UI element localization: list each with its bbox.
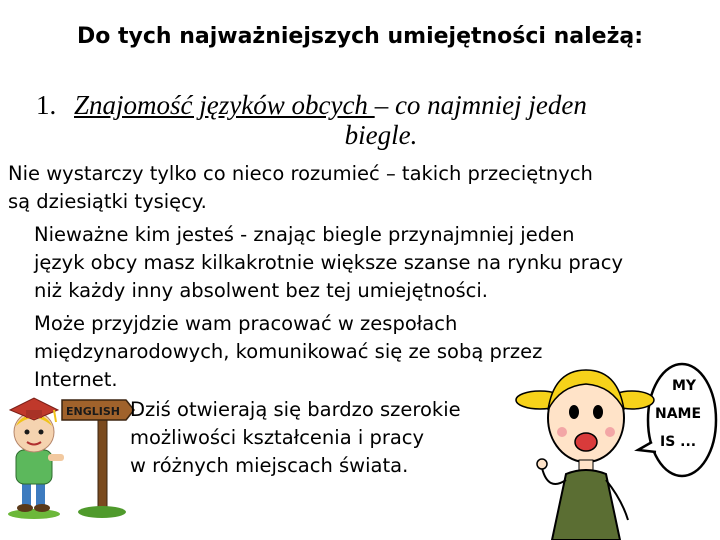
paragraph-3-line-2: międzynarodowych, komunikować się ze sobą przez	[34, 340, 543, 363]
paragraph-2-line-1: Nieważne kim jesteś - znając biegle przynajmniej jeden	[34, 223, 575, 246]
signpost-label: ENGLISH	[66, 405, 120, 418]
paragraph-3-line-1: Może przyjdzie wam pracować w zespołach	[34, 312, 458, 335]
paragraph-2-line-2: język obcy masz kilkakrotnie większe szanse na rynku pracy	[34, 251, 624, 274]
speech-bubble-line-1: MY	[672, 378, 697, 394]
heading-second-line: biegle.	[344, 120, 418, 150]
paragraph-4-line-2: możliwości kształcenia i pracy	[130, 426, 425, 449]
paragraph-1-line-2: są dziesiątki tysięcy.	[8, 190, 207, 213]
slide-title: Do tych najważniejszych umiejętności należą:	[76, 24, 644, 49]
girl-speech-illustration	[512, 350, 720, 540]
speech-bubble-line-3: IS ...	[660, 434, 697, 450]
heading-number: 1.	[36, 90, 57, 120]
heading-underlined-text: Znajomość języków obcych	[74, 90, 375, 120]
paragraph-3-line-3: Internet.	[34, 368, 118, 391]
paragraph-4	[130, 396, 461, 480]
paragraph-4-line-3: w różnych miejscach świata.	[130, 454, 409, 477]
paragraph-1-line-1: Nie wystarczy tylko co nieco rozumieć – takich przeciętnych	[8, 162, 593, 185]
paragraph-1	[8, 160, 593, 216]
paragraph-4-line-1: Dziś otwierają się bardzo szerokie	[130, 398, 461, 421]
heading-rest-text: – co najmniej jeden	[374, 90, 587, 120]
paragraph-2-line-3: niż każdy inny absolwent bez tej umiejętności.	[34, 279, 489, 302]
paragraph-2	[34, 221, 623, 305]
student-signpost-illustration	[4, 380, 136, 520]
speech-bubble-line-2: NAME	[655, 406, 702, 422]
heading-point-1	[36, 90, 706, 150]
